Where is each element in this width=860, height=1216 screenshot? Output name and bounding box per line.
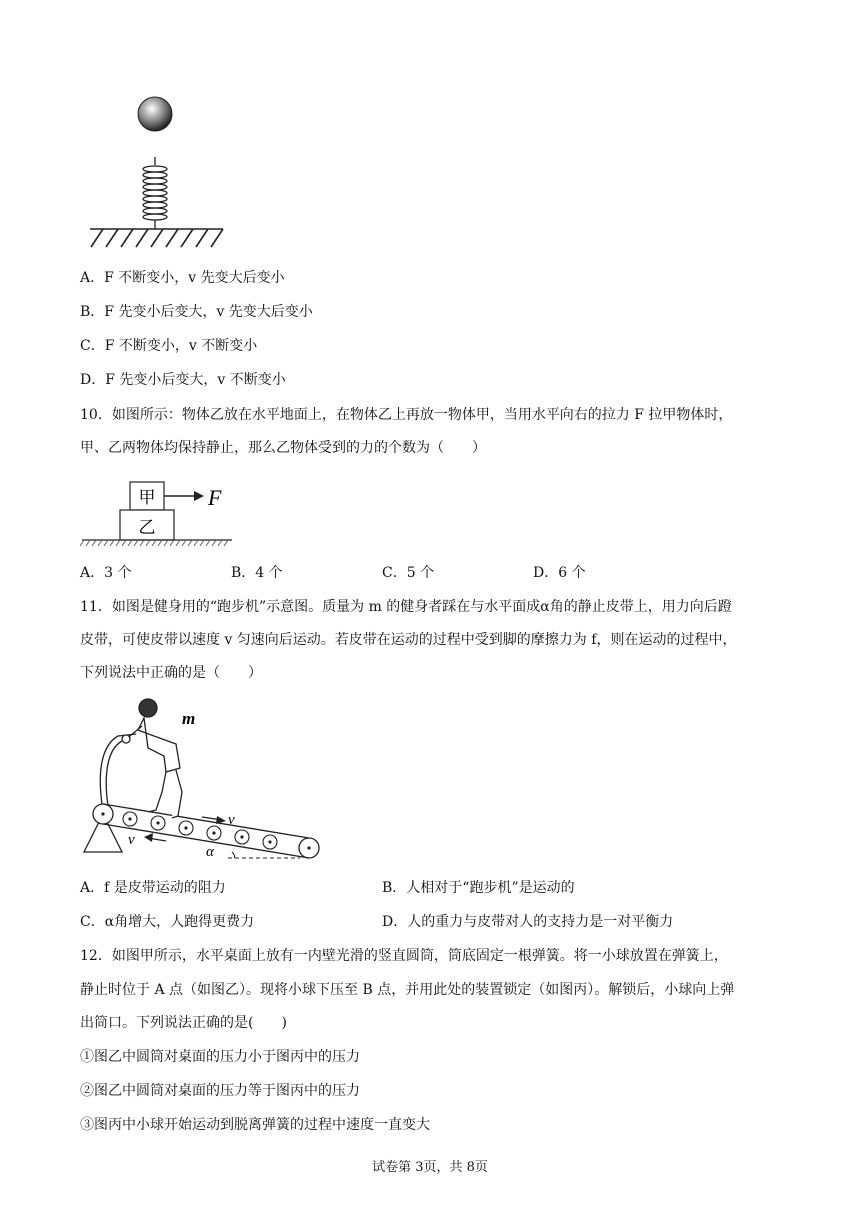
v-top-label: v [228, 812, 235, 828]
q11-option-b: B．人相对于“跑步机”是运动的 [382, 880, 575, 896]
ball-spring-figure [85, 95, 230, 255]
q11-option-c: C．α角增大，人跑得更费力 [80, 914, 255, 930]
q11-stem-line3: 下列说法中正确的是（ ） [80, 665, 262, 681]
q10-option-c: C．5 个 [382, 565, 435, 581]
q12-statement-1: ①图乙中圆筒对桌面的压力小于图丙中的压力 [80, 1049, 360, 1065]
q10-stem-line2: 甲、乙两物体均保持静止，那么乙物体受到的力的个数为（ ） [80, 440, 486, 456]
angle-label: α [206, 844, 214, 860]
q11-stem-line2: 皮带，可使皮带以速度 v 匀速向后运动。若皮带在运动的过程中受到脚的摩擦力为 f，则在运动的过程中， [80, 632, 737, 648]
q11-option-d: D．人的重力与皮带对人的支持力是一对平衡力 [382, 914, 674, 930]
q12-stem-line2: 静止时位于 A 点（如图乙）。现将小球下压至 B 点，并用此处的装置锁定（如图丙）。解锁后，小球向上弹 [80, 982, 735, 998]
blocks-figure [80, 480, 240, 550]
q10-option-b: B．4 个 [231, 565, 283, 581]
treadmill-figure [78, 696, 328, 864]
q12-stem-line3: 出筒口。下列说法正确的是( ) [80, 1015, 287, 1031]
q11-stem-line1: 11．如图是健身用的“跑步机”示意图。质量为 m 的健身者踩在与水平面成α角的静止皮带上，用力向后蹬 [80, 599, 732, 615]
q12-stem-line1: 12．如图甲所示，水平桌面上放有一内壁光滑的竖直圆筒，筒底固定一根弹簧。将一小球放置在弹簧上， [80, 948, 728, 964]
q9-option-a: A．F 不断变小，v 先变大后变小 [80, 270, 285, 286]
q10-option-d: D．6 个 [533, 565, 586, 581]
ball [138, 97, 172, 131]
v-bottom-label: v [128, 832, 135, 848]
q11-option-a: A．f 是皮带运动的阻力 [80, 880, 226, 896]
force-label: F [208, 485, 222, 510]
q9-option-b: B．F 先变小后变大，v 先变大后变小 [80, 304, 313, 320]
block-jia-label: 甲 [138, 488, 156, 508]
mass-label: m [182, 709, 196, 728]
spring [143, 157, 167, 229]
q10-stem-line1: 10．如图所示：物体乙放在水平地面上，在物体乙上再放一物体甲，当用水平向右的拉力 F 拉甲物体时， [80, 407, 733, 423]
q9-option-c: C．F 不断变小，v 不断变小 [80, 338, 258, 354]
runner [122, 699, 182, 818]
q9-option-d: D．F 先变小后变大，v 不断变小 [80, 372, 286, 388]
q10-option-a: A．3 个 [80, 565, 132, 581]
block-yi-label: 乙 [138, 518, 156, 538]
q12-statement-3: ③图丙中小球开始运动到脱离弹簧的过程中速度一直变大 [80, 1117, 430, 1133]
q12-statement-2: ②图乙中圆筒对桌面的压力等于图丙中的压力 [80, 1083, 360, 1099]
page-footer: 试卷第 3页，共 8页 [372, 1160, 488, 1175]
ground [90, 229, 223, 247]
